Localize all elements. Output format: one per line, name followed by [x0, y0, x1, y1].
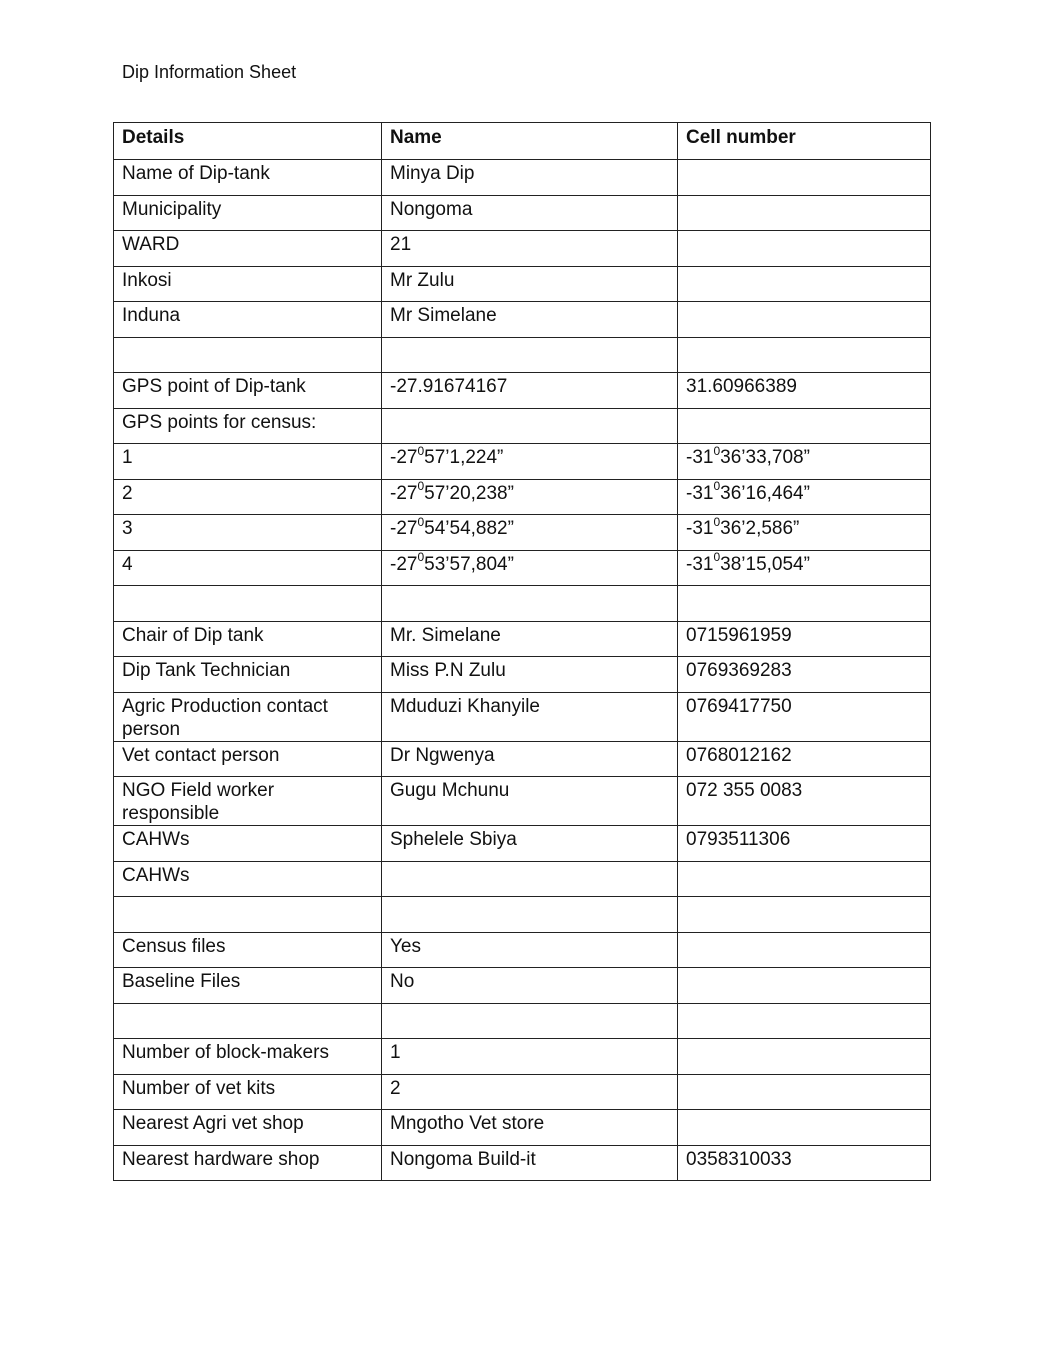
table-cell	[382, 408, 678, 444]
table-row	[114, 1003, 931, 1039]
coordinate-minutes-seconds: 38’15,054”	[720, 553, 810, 575]
degree-mark: 0	[417, 550, 425, 565]
table-row	[114, 1039, 931, 1075]
gps-coordinate-cell	[678, 550, 931, 586]
degree-mark: 0	[713, 479, 721, 494]
table-cell	[678, 302, 931, 338]
table-row	[114, 515, 931, 551]
table-row	[114, 932, 931, 968]
table-cell	[382, 586, 678, 622]
table-cell: Baseline Files	[114, 968, 382, 1004]
table-row	[114, 160, 931, 196]
table-cell: Municipality	[114, 195, 382, 231]
table-cell: 31.60966389	[678, 373, 931, 409]
table-cell: Number of vet kits	[114, 1074, 382, 1110]
table-cell: 0768012162	[678, 741, 931, 777]
table-cell: No	[382, 968, 678, 1004]
degree-mark: 0	[417, 443, 425, 458]
coordinate-degrees: -27	[390, 447, 418, 468]
page-title: Dip Information Sheet	[122, 62, 297, 82]
table-cell	[678, 1074, 931, 1110]
table-row	[114, 692, 931, 741]
table-cell	[678, 1110, 931, 1146]
coordinate-degrees: -27	[390, 518, 418, 539]
table-row	[114, 1145, 931, 1181]
table-cell: Induna	[114, 302, 382, 338]
table-cell: Inkosi	[114, 266, 382, 302]
table-cell	[114, 586, 382, 622]
table-row	[114, 968, 931, 1004]
table-cell: 2	[382, 1074, 678, 1110]
table-row	[114, 373, 931, 409]
table-cell: Nongoma	[382, 195, 678, 231]
table-cell: 0769369283	[678, 657, 931, 693]
table-cell: Number of block-makers	[114, 1039, 382, 1075]
table-cell	[678, 231, 931, 267]
table-cell: Dip Tank Technician	[114, 657, 382, 693]
column-header-details: Details	[114, 123, 382, 160]
coordinate-degrees: -31	[686, 482, 714, 504]
table-row	[114, 657, 931, 693]
table-cell: Mduduzi Khanyile	[382, 692, 678, 741]
coordinate-minutes-seconds: 36’2,586”	[720, 518, 800, 539]
table-cell: Mr Zulu	[382, 266, 678, 302]
degree-mark: 0	[713, 550, 721, 565]
table-cell: CAHWs	[114, 826, 382, 862]
table-cell: Dr Ngwenya	[382, 741, 678, 777]
coordinate-degrees: -31	[686, 447, 714, 468]
table-row	[114, 302, 931, 338]
table-cell	[114, 897, 382, 933]
coordinate-degrees: -27	[390, 482, 418, 504]
table-cell	[678, 968, 931, 1004]
table-row	[114, 550, 931, 586]
table-row	[114, 621, 931, 657]
table-cell	[678, 337, 931, 373]
table-header-row	[114, 123, 931, 160]
table-row	[114, 826, 931, 862]
table-cell: CAHWs	[114, 861, 382, 897]
degree-mark: 0	[713, 443, 721, 458]
table-cell: 2	[114, 479, 382, 515]
table-row	[114, 1074, 931, 1110]
table-cell: Nearest hardware shop	[114, 1145, 382, 1181]
table-cell: Minya Dip	[382, 160, 678, 196]
table-cell	[678, 1003, 931, 1039]
coordinate-minutes-seconds: 57’20,238”	[424, 482, 514, 504]
table-row	[114, 479, 931, 515]
table-cell: 3	[114, 515, 382, 551]
dip-information-table	[113, 122, 931, 1181]
table-cell: Nongoma Build-it	[382, 1145, 678, 1181]
coordinate-degrees: -27	[390, 553, 418, 575]
table-cell	[678, 586, 931, 622]
table-row	[114, 266, 931, 302]
coordinate-minutes-seconds: 57’1,224”	[424, 447, 504, 468]
gps-coordinate-cell	[678, 479, 931, 515]
table-cell: Mngotho Vet store	[382, 1110, 678, 1146]
gps-coordinate-cell	[678, 515, 931, 551]
table-cell: Yes	[382, 932, 678, 968]
table-cell	[382, 897, 678, 933]
table-cell: GPS points for census:	[114, 408, 382, 444]
table-cell	[678, 932, 931, 968]
table-cell	[114, 1003, 382, 1039]
table-cell: 0715961959	[678, 621, 931, 657]
table-cell	[678, 408, 931, 444]
table-cell: GPS point of Dip-tank	[114, 373, 382, 409]
coordinate-minutes-seconds: 54’54,882”	[424, 518, 514, 539]
coordinate-degrees: -31	[686, 553, 714, 575]
degree-mark: 0	[417, 479, 425, 494]
table-cell: Name of Dip-tank	[114, 160, 382, 196]
coordinate-minutes-seconds: 36’16,464”	[720, 482, 810, 504]
gps-coordinate-cell	[382, 515, 678, 551]
degree-mark: 0	[417, 514, 425, 529]
coordinate-degrees: -31	[686, 518, 714, 539]
table-cell: 0358310033	[678, 1145, 931, 1181]
table-cell: -27.91674167	[382, 373, 678, 409]
table-cell: Mr. Simelane	[382, 621, 678, 657]
coordinate-minutes-seconds: 36’33,708”	[720, 447, 810, 468]
table-row	[114, 897, 931, 933]
table-cell: 4	[114, 550, 382, 586]
gps-coordinate-cell	[382, 550, 678, 586]
table-cell: Census files	[114, 932, 382, 968]
table-cell: Vet contact person	[114, 741, 382, 777]
gps-coordinate-cell	[382, 444, 678, 480]
table-row	[114, 1110, 931, 1146]
table-row	[114, 195, 931, 231]
table-row	[114, 444, 931, 480]
table-cell	[678, 861, 931, 897]
coordinate-minutes-seconds: 53’57,804”	[424, 553, 514, 575]
table-cell	[382, 861, 678, 897]
table-row	[114, 586, 931, 622]
table-cell: Agric Production contact person	[114, 692, 382, 741]
table-cell: 1	[382, 1039, 678, 1075]
table-cell: WARD	[114, 231, 382, 267]
table-cell: 0769417750	[678, 692, 931, 741]
gps-coordinate-cell	[382, 479, 678, 515]
table-cell	[678, 266, 931, 302]
table-cell	[114, 337, 382, 373]
table-cell: Mr Simelane	[382, 302, 678, 338]
table-cell: Nearest Agri vet shop	[114, 1110, 382, 1146]
table-row	[114, 231, 931, 267]
table-row	[114, 408, 931, 444]
table-cell	[382, 1003, 678, 1039]
column-header-name: Name	[382, 123, 678, 160]
column-header-cell-number: Cell number	[678, 123, 931, 160]
table-cell	[678, 195, 931, 231]
table-row	[114, 861, 931, 897]
table-cell: Miss P.N Zulu	[382, 657, 678, 693]
table-cell: 0793511306	[678, 826, 931, 862]
table-cell: Sphelele Sbiya	[382, 826, 678, 862]
table-cell: 072 355 0083	[678, 777, 931, 826]
table-cell: Gugu Mchunu	[382, 777, 678, 826]
table-cell: 21	[382, 231, 678, 267]
gps-coordinate-cell	[678, 444, 931, 480]
table-body	[114, 160, 931, 1181]
table-cell: 1	[114, 444, 382, 480]
table-cell: Chair of Dip tank	[114, 621, 382, 657]
table-cell	[678, 1039, 931, 1075]
table-cell	[678, 160, 931, 196]
table-cell	[678, 897, 931, 933]
degree-mark: 0	[713, 514, 721, 529]
table-cell: NGO Field worker responsible	[114, 777, 382, 826]
table-row	[114, 777, 931, 826]
table-row	[114, 337, 931, 373]
table-cell	[382, 337, 678, 373]
table-row	[114, 741, 931, 777]
